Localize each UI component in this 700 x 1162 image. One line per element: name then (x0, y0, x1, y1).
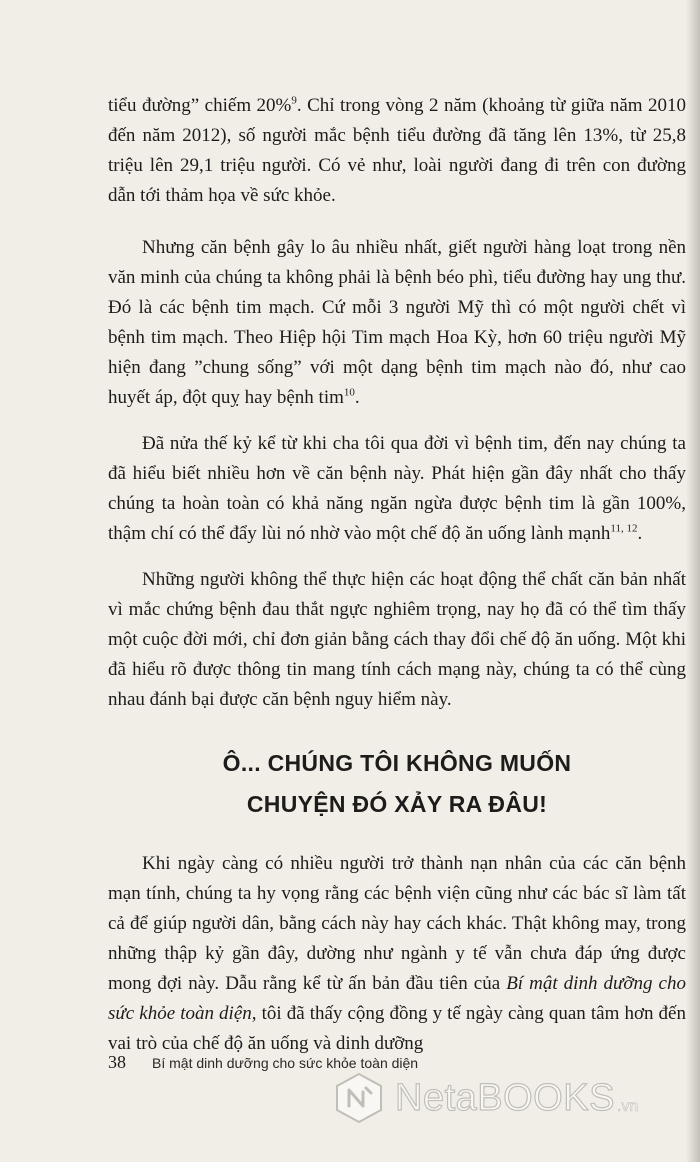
book-title-italic: Bí mật dinh dưỡng cho sức khỏe toàn diện (108, 973, 686, 1024)
running-title: Bí mật dinh dưỡng cho sức khỏe toàn diện (152, 1055, 419, 1071)
paragraph-3 (108, 429, 686, 549)
paragraph-5-text-a: Khi ngày càng có nhiều người trở thành nạn nhân của các căn bệnh mạn tính, chúng ta hy vọng rằng các bệnh viện cũng như các bác sĩ làm tất cả để giúp người dân, bằng cách này hay cách khác. Thật không may, trong những thập kỷ gần đây, dường như ngành y tế vẫn chưa đáp ứng được mong đợi này. Dẫu rằng kể từ ấn bản đầu tiên của (108, 853, 686, 994)
footnote-ref-11-12: 11, 12 (610, 522, 638, 535)
paragraph-1-text-a: tiểu đường” chiếm 20% (108, 95, 292, 116)
page-footer (108, 1052, 418, 1073)
paragraph-3-text-a: Đã nửa thế kỷ kể từ khi cha tôi qua đời vì bệnh tim, đến nay chúng ta đã hiểu biết nhiều hơn về căn bệnh này. Phát hiện gần đây nhất cho thấy chúng ta hoàn toàn có khả năng ngăn ngừa được bệnh tim là gần 100%, thậm chí có thể đẩy lùi nó nhờ vào một chế độ ăn uống lành mạnh (108, 433, 686, 544)
watermark-suffix: .vn (616, 1098, 639, 1115)
paragraph-3-text-b: . (637, 523, 643, 544)
netabooks-logo-icon (333, 1072, 385, 1124)
watermark-brand: NetaBOOKS (395, 1076, 615, 1119)
paragraph-2 (108, 233, 686, 413)
section-heading (108, 715, 686, 849)
footnote-ref-10: 10 (343, 386, 355, 399)
paragraph-1-text-b: . Chỉ trong vòng 2 năm (khoảng từ giữa năm 2010 đến năm 2012), số người mắc bệnh tiểu đường đã tăng lên 13%, từ 25,8 triệu lên 29,1 triệu người. Có vẻ như, loài người đang đi trên con đường dẫn tới thảm họa về sức khỏe. (108, 95, 686, 206)
paragraph-2-text-b: . (354, 387, 360, 408)
paragraph-2-text-a: Nhưng căn bệnh gây lo âu nhiều nhất, giết người hàng loạt trong nền văn minh của chúng ta không phải là bệnh béo phì, tiểu đường hay ung thư. Đó là các bệnh tim mạch. Cứ mỗi 3 người Mỹ thì có một người chết vì bệnh tim mạch. Theo Hiệp hội Tim mạch Hoa Kỳ, hơn 60 triệu người Mỹ hiện đang ”chung sống” với một dạng bệnh tim mạch nào đó, như cao huyết áp, đột quỵ hay bệnh tim (108, 237, 686, 408)
footnote-ref-9: 9 (291, 94, 297, 107)
page-number: 38 (108, 1052, 126, 1072)
page-edge-shadow (686, 0, 700, 1162)
watermark (333, 1072, 638, 1124)
page-body (108, 91, 686, 1059)
paragraph-1 (108, 91, 686, 211)
section-heading-line-2: CHUYỆN ĐÓ XẢY RA ĐÂU! (246, 791, 548, 817)
section-heading-line-1: Ô... CHÚNG TÔI KHÔNG MUỐN (222, 750, 572, 776)
paragraph-5 (108, 849, 686, 1059)
paragraph-5-text-b: , tôi đã thấy cộng đồng y tế ngày càng quan tâm hơn đến vai trò của chế độ ăn uống và dinh dưỡng (108, 1003, 686, 1054)
paragraph-4: Những người không thể thực hiện các hoạt động thể chất căn bản nhất vì mắc chứng bệnh đau thắt ngực nghiêm trọng, nay họ đã có thể tìm thấy một cuộc đời mới, chỉ đơn giản bằng cách thay đổi chế độ ăn uống. Một khi đã hiểu rõ được thông tin mang tính cách mạng này, chúng ta có thể cùng nhau đánh bại được căn bệnh nguy hiểm này. (108, 569, 686, 710)
